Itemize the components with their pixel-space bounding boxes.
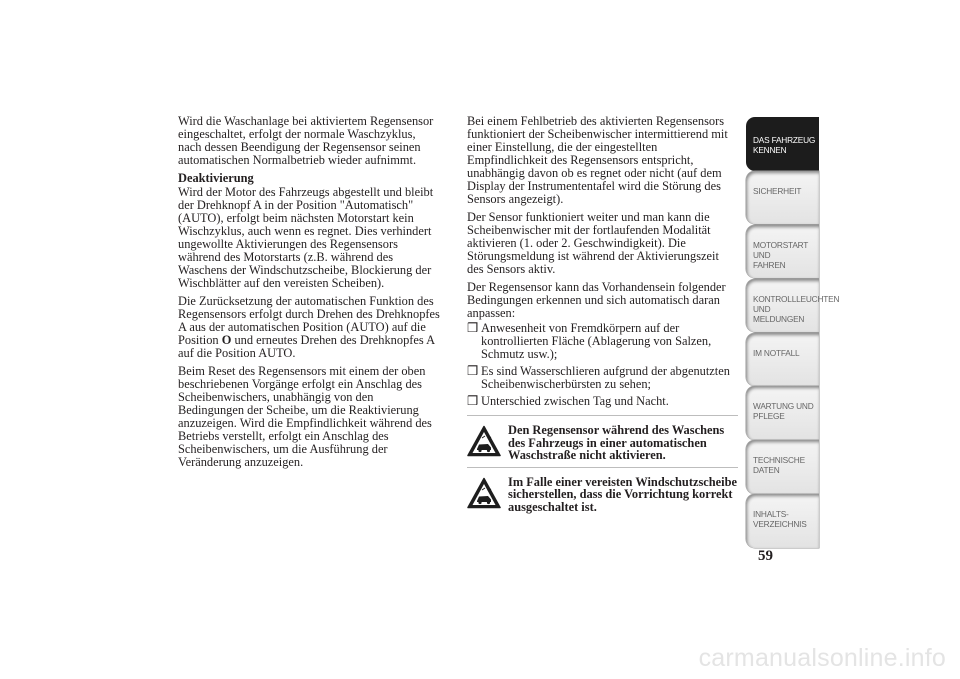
left-column xyxy=(178,115,440,474)
tab-technische-daten[interactable]: TECHNISCHE DATEN xyxy=(746,440,819,494)
tab-motorstart-und-fahren[interactable]: MOTORSTART UND FAHREN xyxy=(746,225,819,279)
section-heading: Deaktivierung xyxy=(178,171,254,185)
tab-kontrollleuchten[interactable]: KONTROLLLEUCHTEN UND MELDUNGEN xyxy=(746,279,819,333)
bullet-item: ❒ Anwesenheit von Fremdkörpern auf der kontrollierten Fläche (Ablagerung von Salzen, Schmutz usw.); xyxy=(467,321,712,361)
warning-text: Im Falle einer vereisten Windschutzscheibe sicherstellen, dass die Vorrichtung korrekt ausgeschaltet ist. xyxy=(508,474,737,514)
bullet-item: ❒ Unterschied zwischen Tag und Nacht. xyxy=(467,394,669,408)
tab-inhaltsverzeichnis[interactable]: INHALTS- VERZEICHNIS xyxy=(746,494,819,548)
paragraph: Der Sensor funktioniert weiter und man kann die Scheibenwischer mit der fortlaufenden Modalität aktivieren (1. oder 2. Geschwindigkeit). Die Störungsmeldung ist während der Aktivierungszeit des Sensors aktiv. xyxy=(467,210,719,276)
warning-triangle-icon xyxy=(467,477,501,509)
tab-wartung-und-pflege[interactable]: WARTUNG UND PFLEGE xyxy=(746,386,819,440)
warning-box xyxy=(467,415,738,462)
warning-text: Den Regensensor während des Waschens des Fahrzeugs in einer automatischen Waschstraße nicht aktivieren. xyxy=(508,423,725,462)
watermark: carmanualsonline.info xyxy=(698,644,946,672)
chapter-tabs xyxy=(746,117,840,548)
tab-das-fahrzeug-kennen[interactable]: DAS FAHRZEUG KENNEN xyxy=(746,117,819,171)
paragraph: Wird der Motor des Fahrzeugs abgestellt und bleibt der Drehknopf A in der Position "Automatisch" (AUTO), erfolgt beim nächsten Motorstart kein Wischzyklus, auch wenn es regnet. Dies verhindert ungewollte Aktivierungen des Regensensors während des Motorstarts (z.B. während des Waschens der Windschutzscheibe, Blockierung der Wischblätter auf den vereisten Scheiben). xyxy=(178,185,434,290)
position-o: O xyxy=(221,333,232,347)
paragraph: Der Regensensor kann das Vorhandensein folgender Bedingungen erkennen und sich automatisch daran anpassen: xyxy=(467,280,726,320)
paragraph: Die Zurücksetzung der automatischen Funktion des Regensensors erfolgt durch Drehen des Drehknopfes A aus der automatischen Position (AUTO) auf die Position O und erneutes Drehen des Drehknopfes A auf die Position AUTO. xyxy=(178,294,440,360)
tab-sicherheit[interactable]: SICHERHEIT xyxy=(746,171,819,225)
warning-box xyxy=(467,467,738,514)
paragraph: Wird die Waschanlage bei aktiviertem Regensensor eingeschaltet, erfolgt der normale Waschzyklus, nach dessen Beendigung der Regensensor seinen automatischen Normalbetrieb wieder aufnimmt. xyxy=(178,114,434,167)
paragraph: Beim Reset des Regensensors mit einem der oben beschriebenen Vorgänge erfolgt ein Anschlag des Scheibenwischers, unabhängig von den Bedingungen der Scheibe, um die Reaktivierung anzuzeigen. Wird die Empfindlichkeit während des Betriebs verstellt, erfolgt ein Anschlag des Scheibenwischers, um die Ausführung der Veränderung anzuzeigen. xyxy=(178,364,432,469)
checkbox-bullet-icon: ❒ xyxy=(467,364,479,378)
right-column xyxy=(467,115,738,513)
checkbox-bullet-icon: ❒ xyxy=(467,394,479,408)
paragraph: Bei einem Fehlbetrieb des aktivierten Regensensors funktioniert der Scheibenwischer intermittierend mit einer Einstellung, die der eingestellten Empfindlichkeit des Regensensors entspricht, unabhängig davon ob es regnet oder nicht (auf dem Display der Instrumententafel wird die Störung des Sensors angezeigt). xyxy=(467,114,728,206)
page-number: 59 xyxy=(758,548,773,564)
tab-im-notfall[interactable]: IM NOTFALL xyxy=(746,333,819,387)
checkbox-bullet-icon: ❒ xyxy=(467,321,479,335)
bullet-item: ❒ Es sind Wasserschlieren aufgrund der abgenutzten Scheibenwischerbürsten zu sehen; xyxy=(467,364,730,391)
warning-triangle-icon xyxy=(467,425,501,457)
